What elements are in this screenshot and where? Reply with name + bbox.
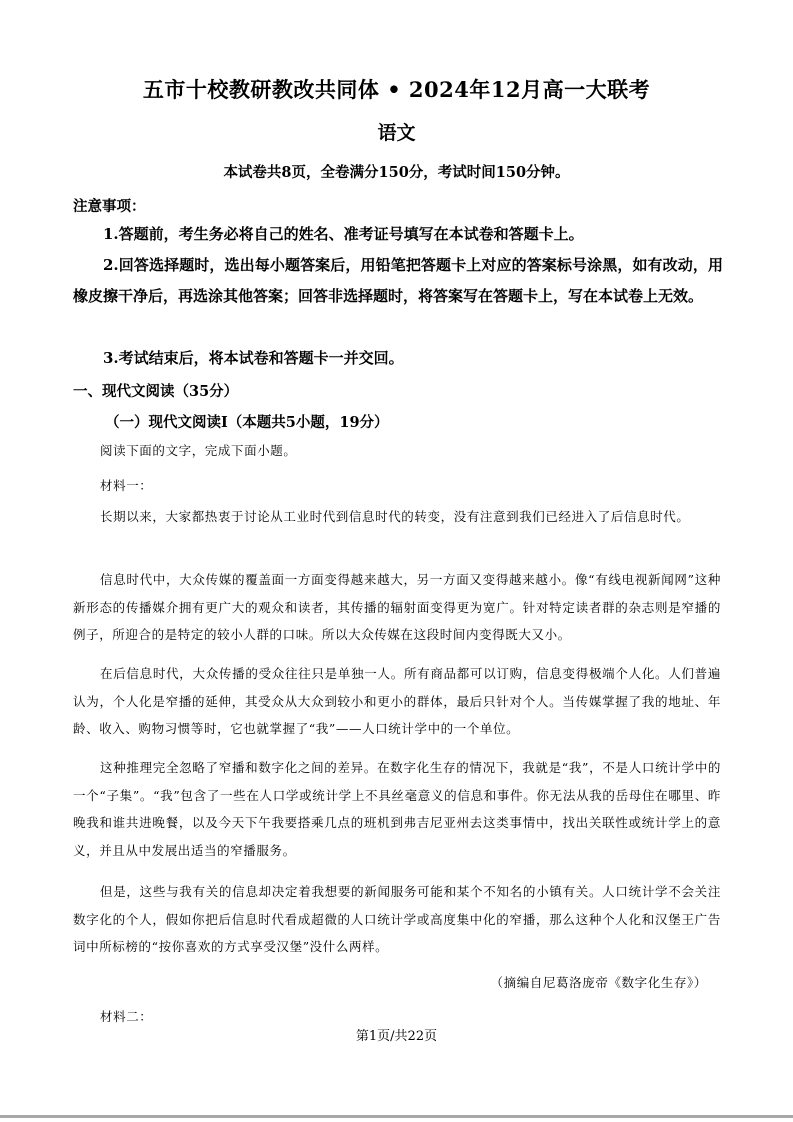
paragraph: 长期以来，大家都热衷于讨论从工业时代到信息时代的转变，没有注意到我们已经进入了后信息时代。	[100, 509, 690, 524]
page-number: 第1页/共22页	[355, 1029, 438, 1044]
subsection-heading: （一）现代文阅读Ⅰ（本题共5小题，19分）	[105, 414, 389, 431]
exam-info: 本试卷共8页，全卷满分150分，考试时间150分钟。	[223, 164, 570, 181]
subject-title: 语文	[377, 122, 416, 144]
section-heading: 一、现代文阅读（35分）	[73, 383, 239, 400]
source-citation: （摘编自尼葛洛庞帝《数字化生存》）	[490, 975, 707, 990]
page-bottom-divider	[0, 1115, 793, 1118]
material-label: 材料二：	[100, 1009, 153, 1024]
material-label: 材料一：	[100, 478, 153, 493]
reading-instruction: 阅读下面的文字，完成下面小题。	[100, 443, 297, 458]
exam-title: 五市十校教研教改共同体 • 2024年12月高一大联考	[142, 77, 651, 102]
paragraph: 在后信息时代，大众传播的受众往往只是单独一人。所有商品都可以订购，信息变得极端个人化。人们普遍认为，个人化是窄播的延伸，其受众从大众到较小和更小的群体，最后只针对个人。当传媒掌握了我的地址、年龄、收入、购物习惯等时，它也就掌握了“我”——人口统计学中的一个单位。	[73, 666, 721, 736]
notice-item: 3.考试结束后，将本试卷和答题卡一并交回。	[103, 349, 404, 367]
notice-heading: 注意事项：	[73, 198, 146, 215]
notice-item: 2.回答选择题时，选出每小题答案后，用铅笔把答题卡上对应的答案标号涂黑，如有改动，用橡皮擦干净后，再选涂其他答案；回答非选择题时，将答案写在答题卡上，写在本试卷上无效。	[73, 256, 723, 305]
paragraph: 信息时代中，大众传媒的覆盖面一方面变得越来越大，另一方面又变得越来越小。像“有线电视新闻网”这种新形态的传播媒介拥有更广大的观众和读者，其传播的辐射面变得更为宽广。针对特定读者群的杂志则是窄播的例子，所迎合的是特定的较小人群的口味。所以大众传媒在这段时间内变得既大又小。	[73, 572, 721, 642]
paragraph: 但是，这些与我有关的信息却决定着我想要的新闻服务可能和某个不知名的小镇有关。人口统计学不会关注数字化的个人，假如你把后信息时代看成超微的人口统计学或高度集中化的窄播，那么这种个人化和汉堡王广告词中所标榜的“按你喜欢的方式享受汉堡”没什么两样。	[73, 884, 721, 954]
notice-item: 1.答题前，考生务必将自己的姓名、准考证号填写在本试卷和答题卡上。	[103, 225, 584, 243]
paragraph: 这种推理完全忽略了窄播和数字化之间的差异。在数字化生存的情况下，我就是“我”，不是人口统计学中的一个“子集”。“我”包含了一些在人口学或统计学上不具丝毫意义的信息和事件。你无法从我的岳母住在哪里、昨晚我和谁共进晚餐，以及今天下午我要搭乘几点的班机到弗吉尼亚州去这类事情中，找出关联性或统计学上的意义，并且从中发展出适当的窄播服务。	[73, 760, 721, 858]
